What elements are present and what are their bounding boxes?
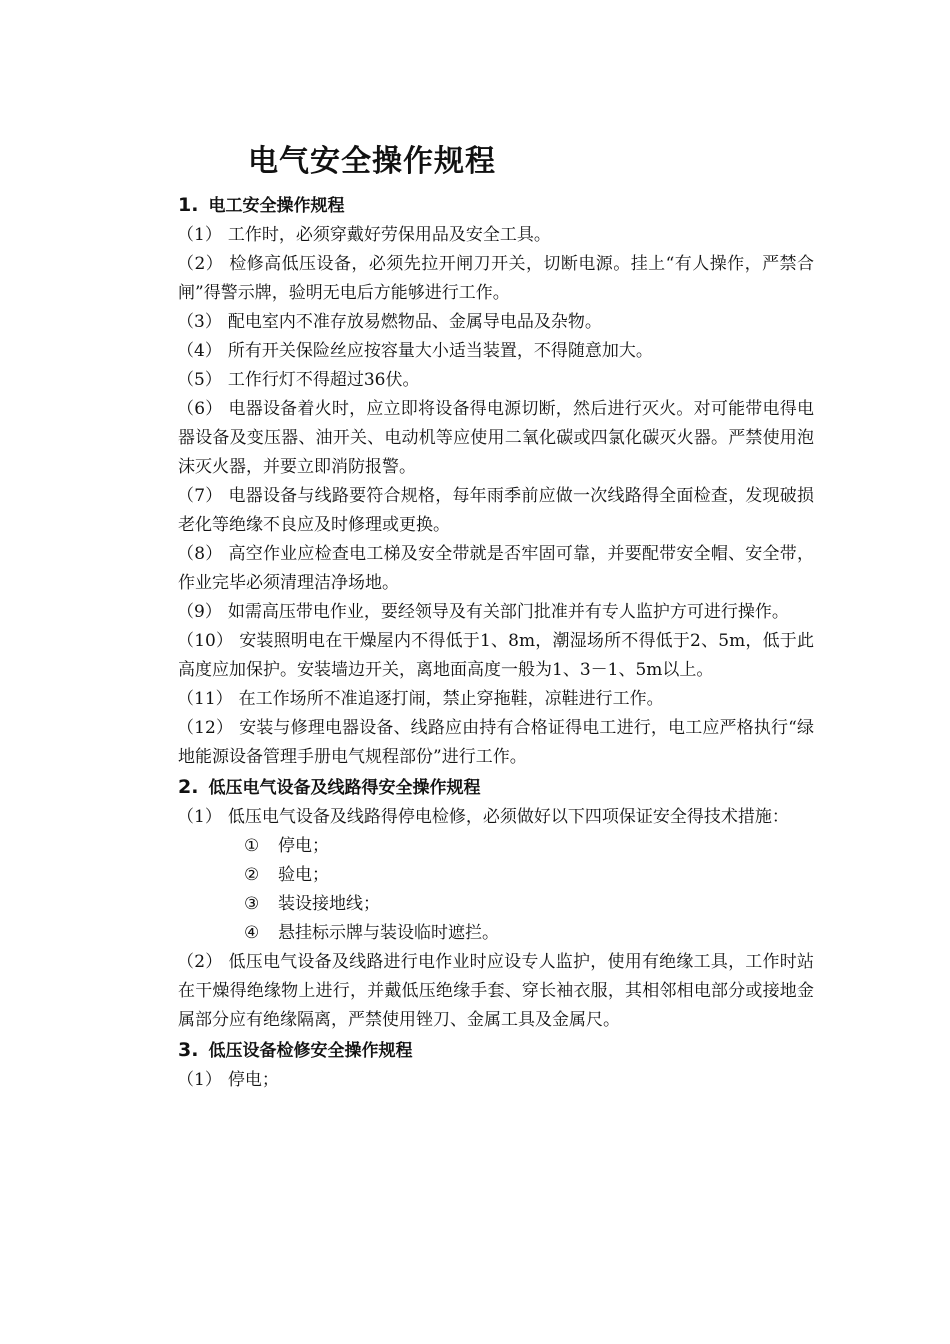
list-item — [178, 221, 814, 250]
section-number: 2. — [178, 776, 199, 798]
item-text: 低压电气设备及线路进行电作业时应设专人监护，使用有绝缘工具，工作时站在干燥得绝缘物上进行，并戴低压绝缘手套、穿长袖衣服，其相邻相电部分或接地金属部分应有绝缘隔离，严禁使用锉刀、金属工具及金属尺。 — [178, 952, 814, 1030]
list-item — [178, 395, 814, 482]
item-text: 在工作场所不准追逐打闹，禁止穿拖鞋，凉鞋进行工作。 — [238, 689, 664, 709]
item-text: 安装照明电在干燥屋内不得低于1、8m，潮湿场所不得低于2、5m，低于此高度应加保护。安装墙边开关，离地面高度一般为1、3－1、5m以上。 — [178, 631, 814, 680]
list-item — [178, 540, 814, 598]
item-text: 所有开关保险丝应按容量大小适当装置，不得随意加大。 — [227, 341, 653, 361]
list-item — [178, 714, 814, 772]
list-item — [178, 1066, 814, 1095]
item-label: （3） — [177, 312, 222, 332]
list-item — [178, 366, 814, 395]
list-item — [178, 803, 814, 832]
section-title: 电工安全操作规程 — [208, 196, 345, 216]
item-text: 高空作业应检查电工梯及安全带就是否牢固可靠，并要配带安全帽、安全带，作业完毕必须清理洁净场地。 — [178, 544, 814, 593]
sub-item-text: 停电； — [278, 836, 329, 856]
sub-item — [178, 919, 814, 948]
item-label: （9） — [177, 602, 222, 622]
sub-item-mark: ② — [244, 865, 260, 885]
list-item — [178, 308, 814, 337]
item-label: （12） — [177, 718, 234, 738]
item-text: 电器设备着火时，应立即将设备得电源切断，然后进行灭火。对可能带电得电器设备及变压器、油开关、电动机等应使用二氧化碳或四氯化碳灭火器。严禁使用泡沫灭火器，并要立即消防报警。 — [178, 399, 814, 477]
list-item — [178, 598, 814, 627]
sub-item-mark: ① — [244, 836, 260, 856]
list-item — [178, 482, 814, 540]
section-number: 1. — [178, 194, 199, 216]
item-label: （6） — [177, 399, 223, 419]
item-label: （8） — [177, 544, 223, 564]
list-item — [178, 337, 814, 366]
item-label: （10） — [177, 631, 234, 651]
section-heading — [178, 1035, 814, 1066]
sub-item-text: 装设接地线； — [278, 894, 380, 914]
item-text: 电器设备与线路要符合规格，每年雨季前应做一次线路得全面检查，发现破损老化等绝缘不良应及时修理或更换。 — [178, 486, 814, 535]
item-text: 工作时，必须穿戴好劳保用品及安全工具。 — [227, 225, 551, 245]
item-text: 工作行灯不得超过36伏。 — [227, 370, 420, 390]
list-item — [178, 250, 814, 308]
item-text: 如需高压带电作业，要经领导及有关部门批准并有专人监护方可进行操作。 — [227, 602, 789, 622]
item-label: （7） — [177, 486, 223, 506]
sub-item-mark: ④ — [244, 923, 260, 943]
list-item — [178, 685, 814, 714]
item-label: （2） — [177, 952, 223, 972]
item-label: （5） — [177, 370, 222, 390]
document-body — [178, 190, 814, 1095]
item-text: 检修高低压设备，必须先拉开闸刀开关，切断电源。挂上“有人操作，严禁合闸”得警示牌，验明无电后方能够进行工作。 — [178, 254, 814, 303]
sub-item — [178, 890, 814, 919]
sub-item-text: 验电； — [278, 865, 329, 885]
item-text: 低压电气设备及线路得停电检修，必须做好以下四项保证安全得技术措施： — [227, 807, 789, 827]
item-label: （4） — [177, 341, 222, 361]
item-text: 配电室内不准存放易燃物品、金属导电品及杂物。 — [227, 312, 602, 332]
sub-item — [178, 861, 814, 890]
section-title: 低压电气设备及线路得安全操作规程 — [208, 778, 481, 798]
document-title: 电气安全操作规程 — [248, 144, 496, 179]
item-label: （1） — [177, 225, 222, 245]
section-heading — [178, 772, 814, 803]
item-label: （1） — [177, 807, 222, 827]
list-item — [178, 948, 814, 1035]
section-number: 3. — [178, 1039, 199, 1061]
section-heading — [178, 190, 814, 221]
sub-item-text: 悬挂标示牌与装设临时遮拦。 — [278, 923, 499, 943]
item-label: （1） — [177, 1070, 222, 1090]
sub-item-mark: ③ — [244, 894, 260, 914]
list-item — [178, 627, 814, 685]
item-label: （2） — [177, 254, 224, 274]
item-text: 安装与修理电器设备、线路应由持有合格证得电工进行，电工应严格执行“绿地能源设备管理手册电气规程部份”进行工作。 — [178, 718, 814, 767]
item-text: 停电； — [227, 1070, 279, 1090]
item-label: （11） — [177, 689, 233, 709]
sub-item — [178, 832, 814, 861]
section-title: 低压设备检修安全操作规程 — [208, 1041, 413, 1061]
